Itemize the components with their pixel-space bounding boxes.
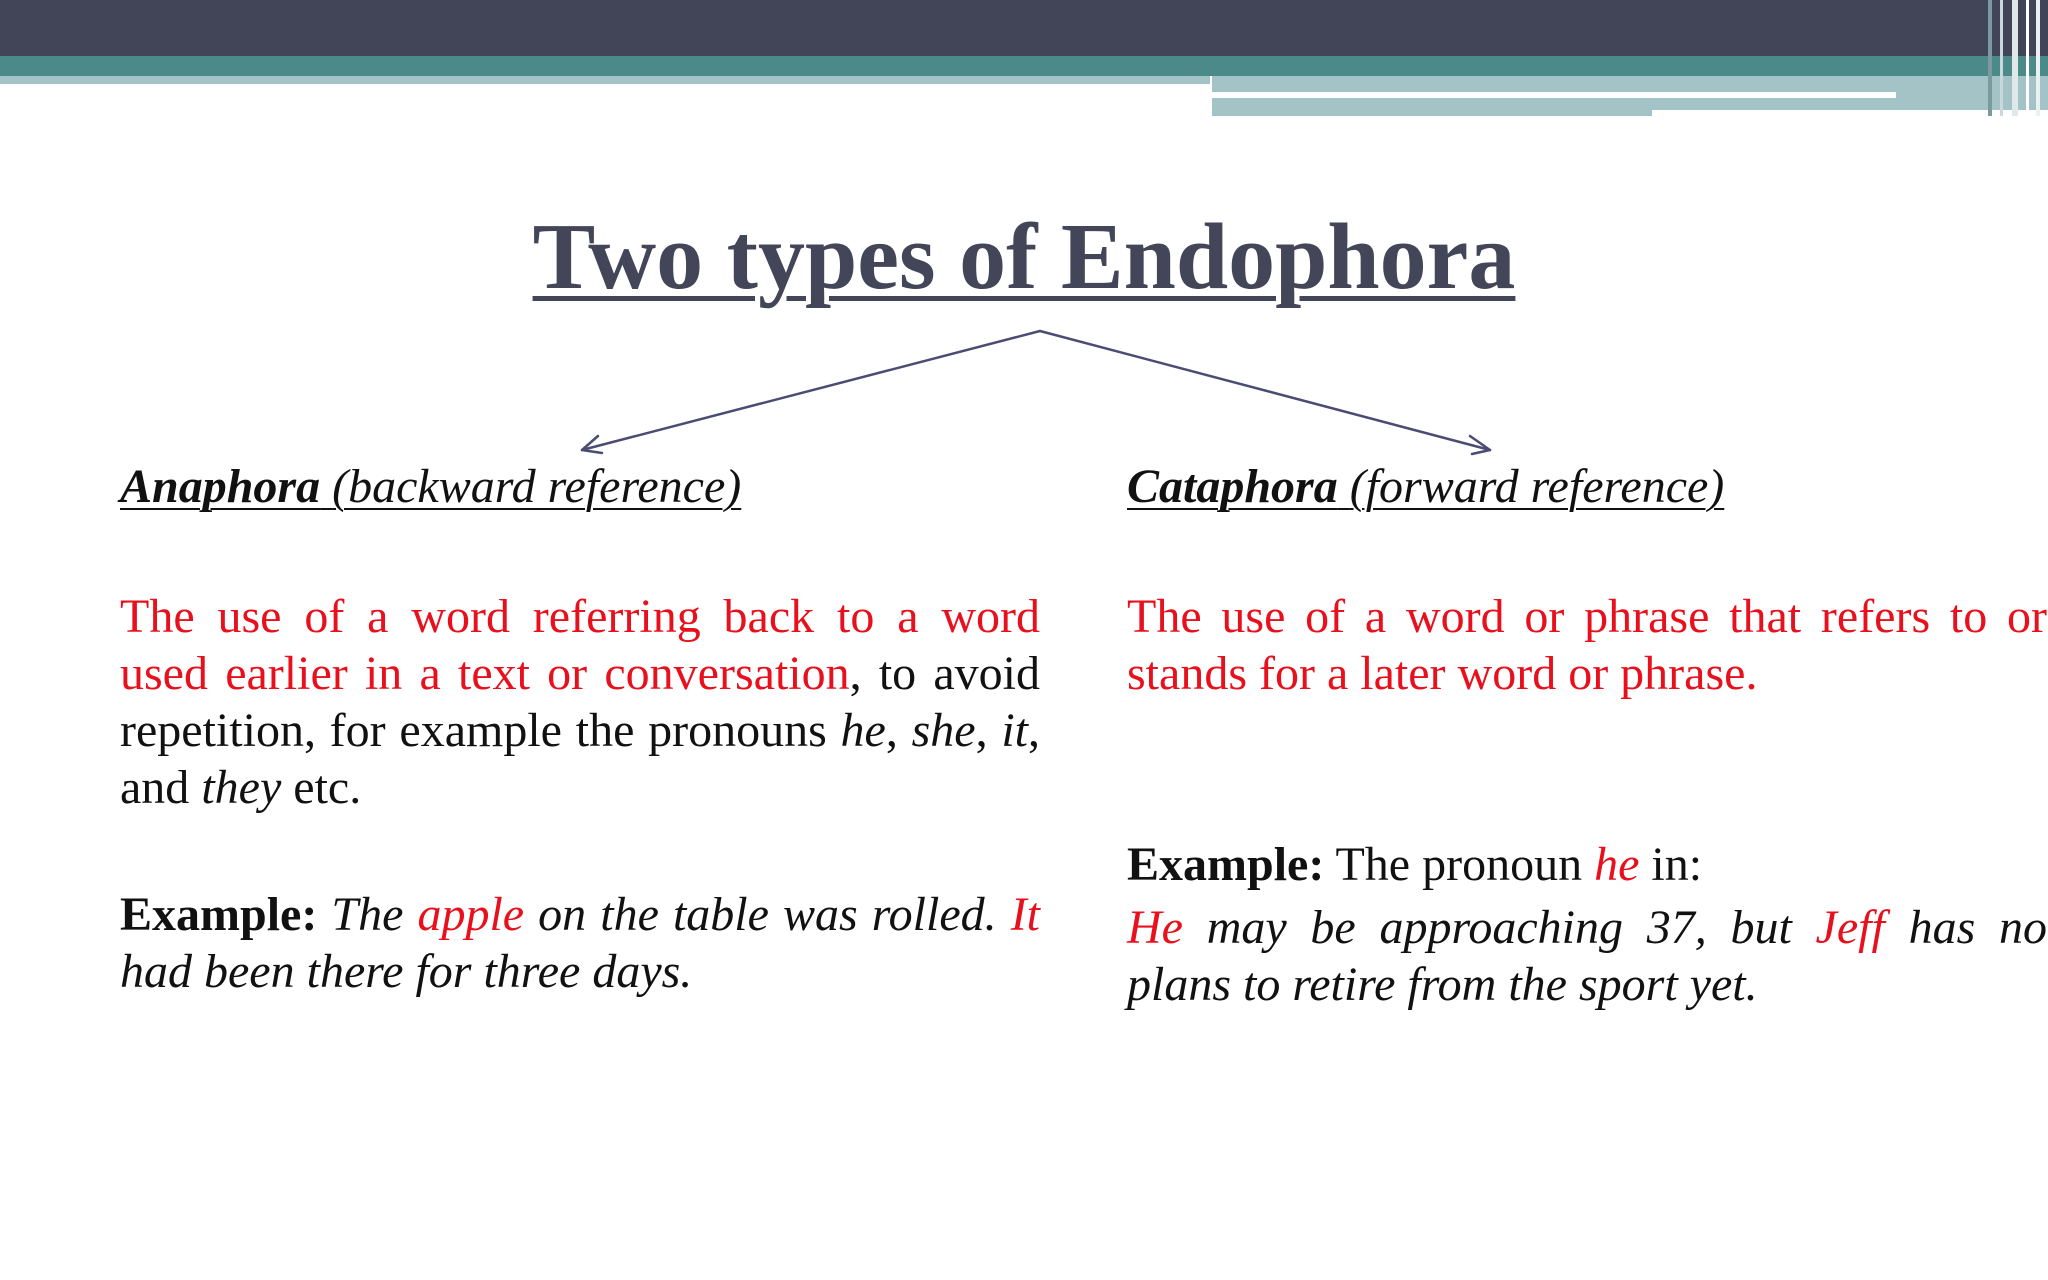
arrow-right-line bbox=[1040, 331, 1490, 450]
anaphora-definition-highlight: The use of a word referring back to a word used earlier in a text or conversation bbox=[120, 590, 1040, 700]
cataphora-term: Cataphora bbox=[1127, 460, 1338, 513]
anaphora-heading bbox=[120, 458, 741, 516]
cataphora-heading bbox=[1127, 458, 1724, 516]
anaphora-example bbox=[120, 886, 1040, 1000]
cataphora-note: (forward reference) bbox=[1349, 460, 1725, 513]
cataphora-definition-text: The use of a word or phrase that refers to or stands for a later word or phrase. bbox=[1127, 590, 2047, 700]
header-band-light bbox=[0, 76, 1210, 84]
arrow-left-line bbox=[582, 331, 1040, 450]
anaphora-note: (backward reference) bbox=[332, 460, 742, 513]
slide-title: Two types of Endophora bbox=[532, 205, 1516, 309]
cataphora-example-sentence: He may be approaching 37, but Jeff has no plans to retire from the sport yet. bbox=[1127, 901, 2047, 1011]
header-band-teal bbox=[0, 56, 2048, 76]
cataphora-example-intro: Example: The pronoun he in: bbox=[1127, 838, 1703, 891]
example-label: Example: bbox=[1127, 838, 1325, 891]
anaphora-term: Anaphora bbox=[120, 460, 321, 513]
cataphora-example bbox=[1127, 836, 2047, 1013]
header-stripe-2 bbox=[2000, 0, 2003, 116]
anaphora-example-text: Example: The apple on the table was rolled. It had been there for three days. bbox=[120, 888, 1041, 998]
header-stripe-5 bbox=[2036, 0, 2040, 116]
anaphora-definition bbox=[120, 588, 1040, 816]
arrow-right-head bbox=[1470, 436, 1490, 454]
header-band-white-line bbox=[1212, 92, 1896, 98]
header-stripe-4 bbox=[2026, 0, 2029, 116]
arrow-left-head bbox=[582, 436, 602, 453]
cataphora-definition bbox=[1127, 588, 2047, 702]
header-stripe-1 bbox=[1988, 0, 1992, 116]
example-label: Example: bbox=[120, 888, 318, 941]
header-stripe-3 bbox=[2012, 0, 2018, 116]
anaphora-definition-text: The use of a word referring back to a word used earlier in a text or conversation, to avoid repetition, for example the pronouns he, she, it, and they etc. bbox=[120, 590, 1041, 814]
header-band-dark bbox=[0, 0, 2048, 56]
